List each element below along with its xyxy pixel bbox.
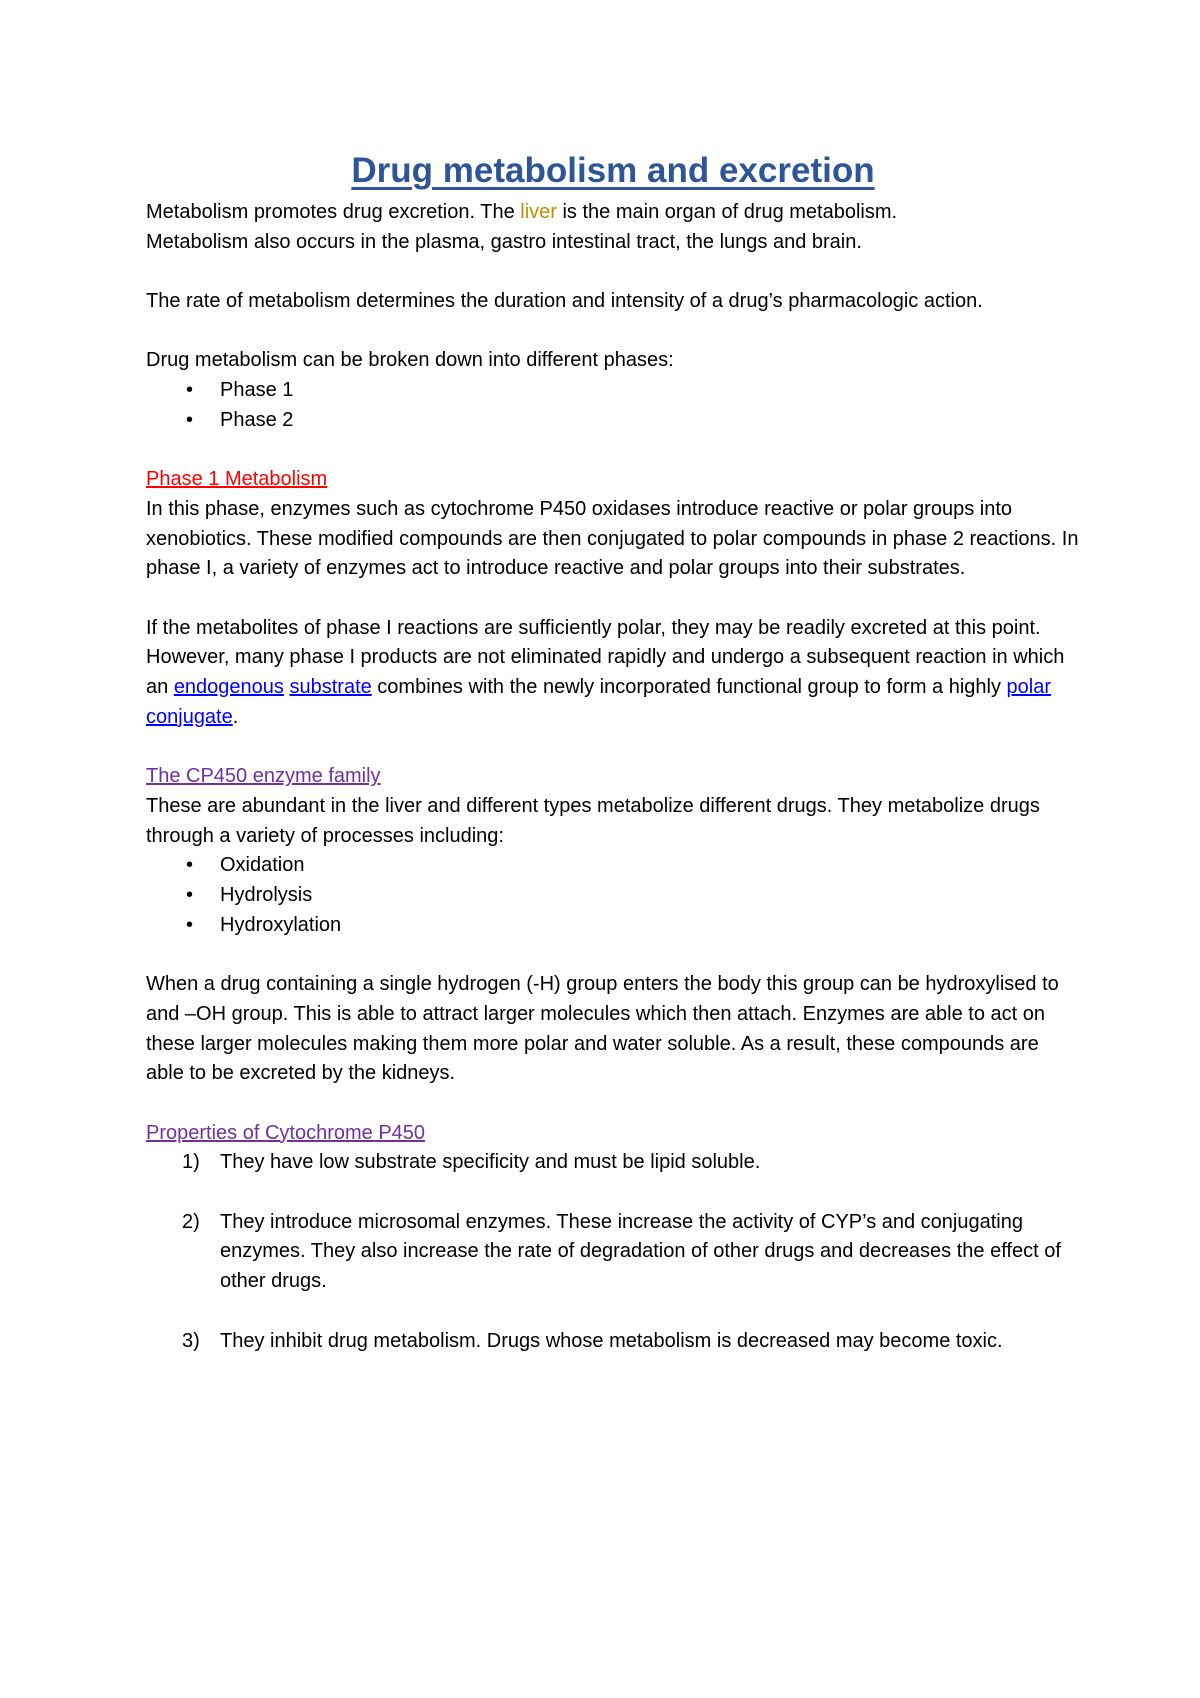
liver-highlight: liver — [520, 201, 557, 223]
endogenous-link[interactable]: endogenous — [173, 676, 284, 699]
intro-line-2: Metabolism also occurs in the plasma, gastro intestinal tract, the lungs and brain. — [146, 230, 862, 253]
phase1-paragraph-1: In this phase, enzymes such as cytochrome P450 oxidases introduce reactive or polar groups into xenobiotics. These modified compounds are then conjugated to polar compounds in phase 2 reactions. In phase I, a variety of enzymes act to introduce reactive and polar groups into their substrates. — [146, 497, 1079, 580]
cp450-paragraph: These are abundant in the liver and different types metabolize different drugs. They metabolize drugs through a variety of processes including: — [146, 794, 1040, 847]
bullet-icon: • — [186, 884, 194, 907]
polar-conjugate-link[interactable]: polar conjugate — [146, 676, 1052, 728]
rate-paragraph: The rate of metabolism determines the duration and intensity of a drug’s pharmacologic action. — [146, 290, 983, 313]
properties-list — [146, 1148, 1080, 1356]
bullet-icon: • — [186, 913, 194, 936]
list-item: • Hydroxylation — [146, 911, 1080, 941]
list-number: 1) — [182, 1151, 200, 1174]
bullet-icon: • — [186, 379, 194, 402]
list-item: • Oxidation — [146, 851, 1080, 881]
cp450-heading: The CP450 enzyme family — [146, 765, 381, 788]
intro-paragraph — [146, 198, 1080, 228]
list-item: 2) They introduce microsomal enzymes. These increase the activity of CYP’s and conjugating enzymes. They also increase the rate of degradation of other drugs and decreases the effect of other drugs. — [146, 1208, 1080, 1297]
document-title: Drug metabolism and excretion — [351, 151, 875, 190]
substrate-link[interactable]: substrate — [289, 676, 372, 699]
bullet-icon: • — [186, 854, 194, 877]
phases-list — [146, 376, 1080, 435]
list-item: 3) They inhibit drug metabolism. Drugs whose metabolism is decreased may become toxic. — [146, 1327, 1080, 1357]
processes-list — [146, 851, 1080, 940]
bullet-icon: • — [186, 408, 194, 431]
intro-text-end: is the main organ of drug metabolism. — [556, 201, 898, 223]
phase1-heading: Phase 1 Metabolism — [146, 468, 328, 491]
list-item: • Phase 1 — [146, 376, 1080, 406]
phases-intro: Drug metabolism can be broken down into different phases: — [146, 349, 674, 372]
list-number: 3) — [182, 1329, 200, 1352]
list-number: 2) — [182, 1210, 200, 1233]
list-item: • Phase 2 — [146, 406, 1080, 436]
list-item: 1) They have low substrate specificity and must be lipid soluble. — [146, 1148, 1080, 1178]
properties-heading: Properties of Cytochrome P450 — [146, 1121, 426, 1144]
list-item: • Hydrolysis — [146, 881, 1080, 911]
hydrogen-paragraph: When a drug containing a single hydrogen (-H) group enters the body this group can be hydroxylised to and –OH group. This is able to attract larger molecules which then attach. Enzymes are able to act on these larger molecules making them more polar and water soluble. As a result, these compounds are able to be excreted by the kidneys. — [146, 973, 1059, 1085]
phase1-paragraph-2: If the metabolites of phase I reactions are sufficiently polar, they may be readily excreted at this point. However, many phase I products are not eliminated rapidly and undergo a subsequent reaction in which an endogenous substrate combines with the newly incorporated functional group to form a highly polar conjugate. — [146, 616, 1065, 728]
intro-text-start: Metabolism promotes drug excretion. The — [146, 201, 521, 223]
